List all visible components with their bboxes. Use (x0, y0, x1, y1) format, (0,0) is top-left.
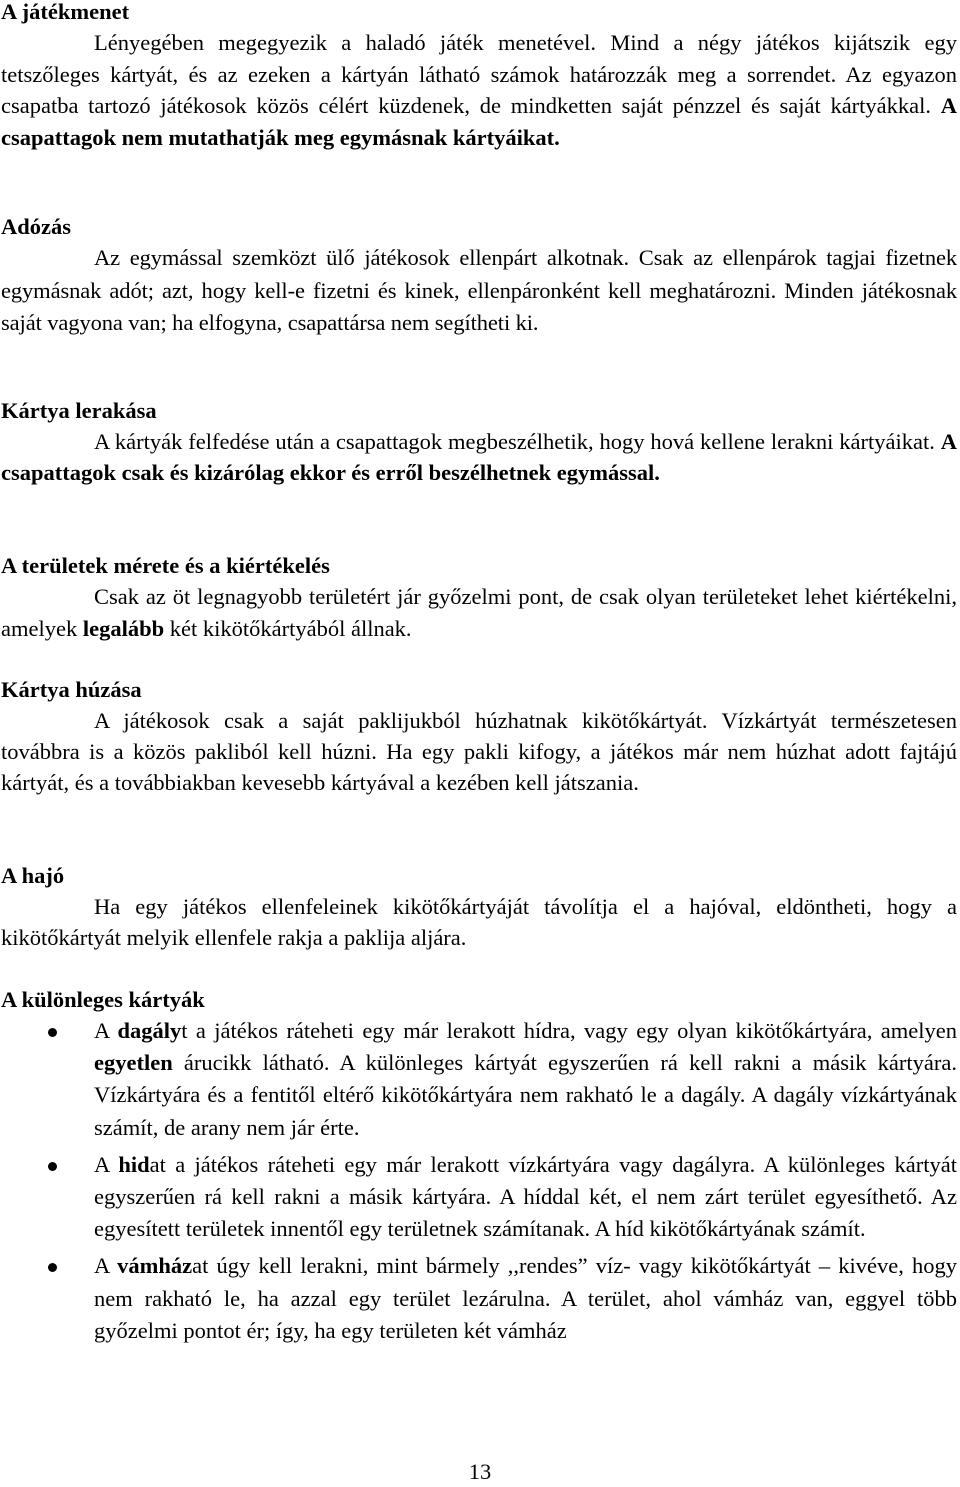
section-heading: Kártya húzása (1, 677, 142, 702)
section-kartya-huzasa (1, 675, 957, 798)
section-paragraph (1, 891, 957, 954)
card-name: vámház (117, 1253, 193, 1279)
special-cards-list (1, 1015, 957, 1347)
section-heading: A hajó (1, 863, 65, 888)
card-name: hid (118, 1151, 150, 1177)
list-item: A dagályt a játékos ráteheti egy már lerakott hídra, vagy egy olyan kikötőkártyára, amelyen egyetlen árucikk látható. A különleges kártyát egyszerűen rá kell rakni a másik kártyára. Vízkártyára és a fentitől eltérő kikötőkártyára nem rakható le a dagály. A dagály vízkártyának számít, de arany nem jár érte. (1, 1015, 957, 1144)
section-paragraph (1, 242, 957, 340)
paragraph-text: A kártyák felfedése után a csapattagok megbeszélhetik, hogy hová kellene lerakni kártyáikat. (94, 429, 941, 454)
card-name: dagály (117, 1018, 182, 1043)
paragraph-text: Ha egy játékos ellenfeleinek kikötőkártyáját távolítja el a hajóval, eldöntheti, hogy a kikötőkártyát melyik ellenfele rakja a paklija aljára. (1, 894, 957, 951)
paragraph-text: Lényegében megegyezik a haladó játék menetével. Mind a négy játékos kijátszik egy tetszőleges kártyát, és az ezeken a kártyán látható számok határozzák meg a sorrendet. Az egyazon csapatba tartozó játékosok közös célért küzdenek, de mindketten saját pénzzel és saját kártyákkal. (1, 30, 957, 118)
section-kulonleges-kartyak (1, 985, 957, 1352)
bullet-icon (48, 1028, 57, 1037)
paragraph-text: Csak az öt legnagyobb területért jár győzelmi pont, de csak olyan területeket lehet kiértékelni, amelyek (1, 584, 957, 641)
paragraph-text: két kikötőkártyából állnak. (164, 615, 412, 641)
emphasis-text: A csapattagok nem mutathatják meg egymásnak kártyáikat. (1, 93, 957, 150)
section-heading: A játékmenet (1, 0, 130, 24)
page-number: 13 (468, 1459, 492, 1484)
paragraph-text: A játékosok csak a saját paklijukból húzhatnak kikötőkártyát. Vízkártyát természetesen továbbra is a közös pakliból kell húzni. Ha egy pakli kifogy, a játékos már nem húzhat adott fajtájú kártyát, és a továbbiakban kevesebb kártyával a kezében kell játszania. (1, 708, 957, 795)
section-adozas (1, 212, 957, 340)
section-paragraph (1, 581, 957, 644)
section-heading: A területek mérete és a kiértékelés (1, 553, 330, 578)
section-heading: Kártya lerakása (1, 398, 157, 423)
section-jatekmenet (1, 0, 957, 153)
section-paragraph (1, 426, 957, 488)
section-paragraph (1, 27, 957, 153)
emphasis-text: legalább (82, 615, 165, 641)
section-heading: Adózás (1, 214, 72, 239)
paragraph-text: Az egymással szemközt ülő játékosok ellenpárt alkotnak. Csak az ellenpárok tagjai fizetnek egymásnak adót; azt, hogy kell-e fizetni és kinek, ellenpáronként kell meghatározni. Minden játékosnak saját vagyona van; ha elfogyna, csapattársa nem segítheti ki. (1, 245, 957, 336)
emphasis-text: A csapattagok csak és kizárólag ekkor és erről beszélhetnek egymással. (1, 429, 957, 485)
emphasis-text: egyetlen (94, 1050, 173, 1076)
section-teruletek (1, 551, 957, 644)
bullet-icon (48, 1162, 57, 1171)
list-item: A vámházat úgy kell lerakni, mint bármely ,,rendes” víz- vagy kikötőkártyát – kivéve, hogy nem rakható le, ha azzal egy terület lezárulna. A terület, ahol vámház van, eggyel több győzelmi pontot ér; így, ha egy területen két vámház (1, 1250, 957, 1347)
list-item: A hidat a játékos ráteheti egy már lerakott vízkártyára vagy dagályra. A különleges kártyát egyszerűen rá kell rakni a másik kártyára. A híddal két, el nem zárt terület egyesíthető. Az egyesített területek innentől egy területnek számítanak. A híd kikötőkártyának számít. (1, 1149, 957, 1246)
section-a-hajo (1, 861, 957, 954)
section-heading: A különleges kártyák (1, 987, 205, 1012)
bullet-icon (48, 1263, 57, 1272)
section-paragraph (1, 705, 957, 798)
section-kartya-lerakasa (1, 396, 957, 488)
